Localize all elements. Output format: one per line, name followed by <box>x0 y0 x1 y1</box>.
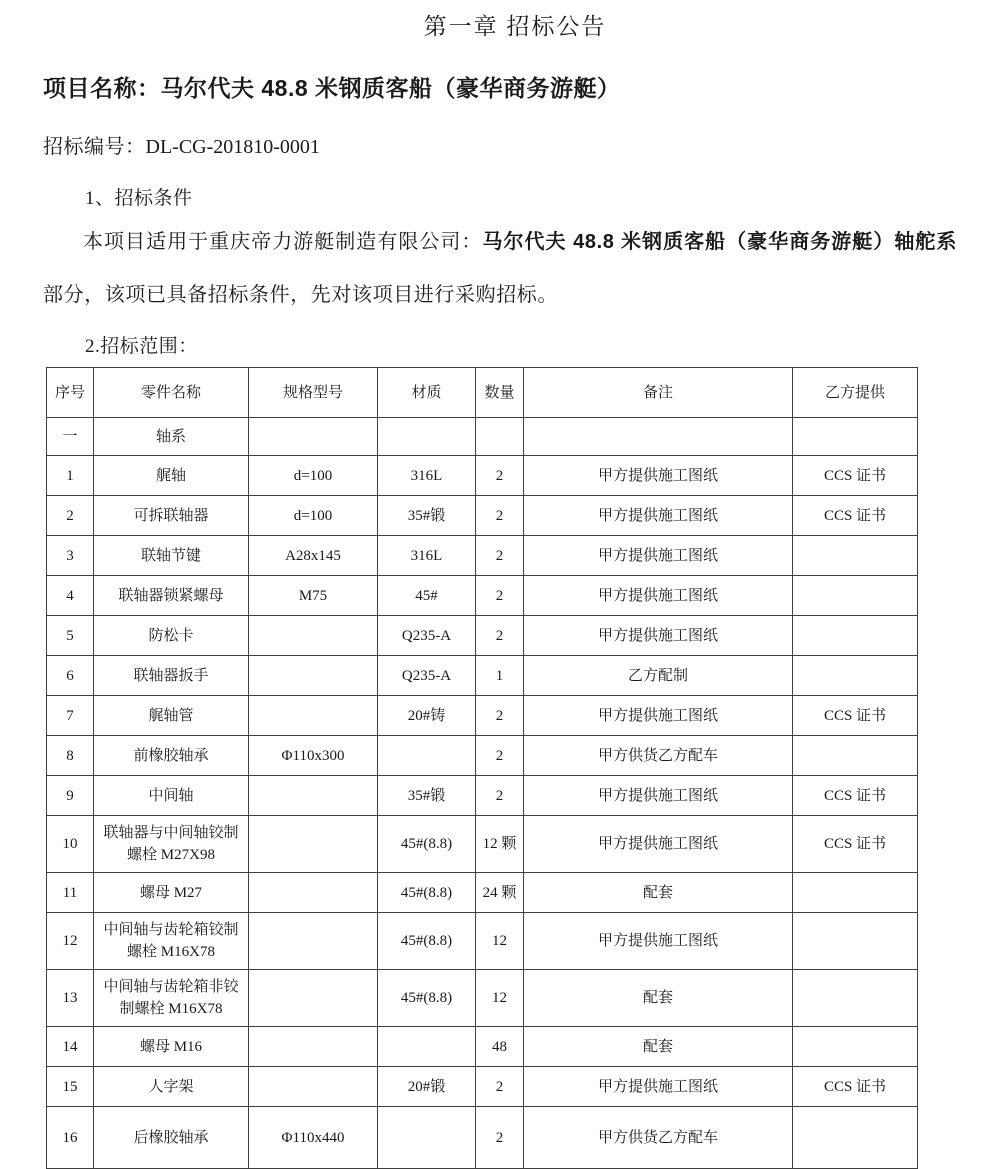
table-row <box>47 696 918 736</box>
table-cell: 316L <box>378 456 476 496</box>
table-cell: 甲方提供施工图纸 <box>524 456 793 496</box>
table-cell: 1 <box>47 456 94 496</box>
table-cell <box>249 418 378 456</box>
table-cell: 螺母 M16 <box>94 1027 249 1067</box>
table-cell: 12 <box>476 970 524 1027</box>
table-cell <box>793 656 918 696</box>
table-cell: 甲方提供施工图纸 <box>524 616 793 656</box>
table-cell: 35#锻 <box>378 776 476 816</box>
table-row <box>47 913 918 970</box>
table-cell <box>249 816 378 873</box>
table-cell: 配套 <box>524 970 793 1027</box>
table-cell: 甲方提供施工图纸 <box>524 496 793 536</box>
table-cell <box>249 616 378 656</box>
bid-number-label: 招标编号： <box>43 136 146 158</box>
table-cell: Φ110x300 <box>249 736 378 776</box>
table-cell: 4 <box>47 576 94 616</box>
table-cell: 45# <box>378 576 476 616</box>
table-cell: 45#(8.8) <box>378 873 476 913</box>
table-cell: 2 <box>476 456 524 496</box>
table-cell: 20#铸 <box>378 696 476 736</box>
table-cell: 甲方提供施工图纸 <box>524 816 793 873</box>
section-2-heading: 2.招标范围： <box>85 336 198 357</box>
table-cell <box>249 656 378 696</box>
table-cell: 联轴器扳手 <box>94 656 249 696</box>
table-cell: 2 <box>476 1107 524 1169</box>
column-header: 零件名称 <box>94 368 249 418</box>
table-row <box>47 1027 918 1067</box>
table-cell: 可拆联轴器 <box>94 496 249 536</box>
table-cell <box>378 418 476 456</box>
column-header: 序号 <box>47 368 94 418</box>
table-cell: A28x145 <box>249 536 378 576</box>
table-cell: 防松卡 <box>94 616 249 656</box>
table-cell <box>249 873 378 913</box>
chapter-title: 第一章 招标公告 <box>423 14 607 39</box>
table-cell: 联轴节键 <box>94 536 249 576</box>
table-row <box>47 736 918 776</box>
table-cell: 14 <box>47 1027 94 1067</box>
table-cell: CCS 证书 <box>793 456 918 496</box>
table-row <box>47 816 918 873</box>
paragraph-lead: 本项目适用于重庆帝力游艇制造有限公司： <box>83 231 483 253</box>
table-cell: 配套 <box>524 1027 793 1067</box>
table-cell: 24 颗 <box>476 873 524 913</box>
table-cell: 8 <box>47 736 94 776</box>
table-cell: Q235-A <box>378 616 476 656</box>
section-1-heading: 1、招标条件 <box>85 188 193 209</box>
table-cell <box>378 1107 476 1169</box>
column-header: 材质 <box>378 368 476 418</box>
table-cell: 2 <box>476 616 524 656</box>
table-row <box>47 616 918 656</box>
table-cell: 甲方提供施工图纸 <box>524 776 793 816</box>
table-cell <box>793 913 918 970</box>
table-cell: 一 <box>47 418 94 456</box>
table-row <box>47 496 918 536</box>
tender-conditions-paragraph <box>43 216 957 322</box>
table-cell: 轴系 <box>94 418 249 456</box>
table-cell <box>476 418 524 456</box>
table-cell: 2 <box>47 496 94 536</box>
table-cell <box>249 913 378 970</box>
table-cell: 35#锻 <box>378 496 476 536</box>
table-cell <box>793 1107 918 1169</box>
table-header-row <box>47 368 918 418</box>
table-cell: 中间轴 <box>94 776 249 816</box>
table-row <box>47 1107 918 1169</box>
table-cell: 12 <box>47 913 94 970</box>
table-cell <box>378 736 476 776</box>
table-cell: 2 <box>476 696 524 736</box>
table-cell: 螺母 M27 <box>94 873 249 913</box>
table-cell <box>793 536 918 576</box>
table-cell: 2 <box>476 776 524 816</box>
table-cell: 甲方提供施工图纸 <box>524 576 793 616</box>
table-cell: 甲方提供施工图纸 <box>524 536 793 576</box>
column-header: 数量 <box>476 368 524 418</box>
table-cell <box>249 1027 378 1067</box>
project-title: 项目名称：马尔代夫 48.8 米钢质客船（豪华商务游艇） <box>43 75 621 101</box>
table-cell: 45#(8.8) <box>378 816 476 873</box>
table-cell: 联轴器与中间轴铰制螺栓 M27X98 <box>94 816 249 873</box>
table-row <box>47 536 918 576</box>
table-cell: 2 <box>476 1067 524 1107</box>
table-cell <box>249 970 378 1027</box>
table-cell: 6 <box>47 656 94 696</box>
table-cell <box>793 873 918 913</box>
table-cell <box>524 418 793 456</box>
table-cell: 9 <box>47 776 94 816</box>
table-cell: 甲方提供施工图纸 <box>524 913 793 970</box>
column-header: 规格型号 <box>249 368 378 418</box>
table-cell: 2 <box>476 536 524 576</box>
table-cell: 48 <box>476 1027 524 1067</box>
bid-number-value: DL-CG-201810-0001 <box>145 136 320 158</box>
table-cell: 45#(8.8) <box>378 970 476 1027</box>
paragraph-tail: 部分，该项已具备招标条件，先对该项目进行采购招标。 <box>43 284 558 306</box>
table-cell <box>378 1027 476 1067</box>
table-row <box>47 776 918 816</box>
table-cell: 13 <box>47 970 94 1027</box>
table-cell: d=100 <box>249 456 378 496</box>
table-cell <box>793 616 918 656</box>
table-cell <box>793 1027 918 1067</box>
table-cell: 中间轴与齿轮箱铰制螺栓 M16X78 <box>94 913 249 970</box>
table-cell <box>793 736 918 776</box>
table-row <box>47 873 918 913</box>
table-cell: 2 <box>476 496 524 536</box>
table-cell: Φ110x440 <box>249 1107 378 1169</box>
table-cell: d=100 <box>249 496 378 536</box>
table-row <box>47 1067 918 1107</box>
table-cell: M75 <box>249 576 378 616</box>
paragraph-emphasis: 马尔代夫 48.8 米钢质客船（豪华商务游艇）轴舵系 <box>482 231 957 253</box>
table-cell <box>249 696 378 736</box>
table-cell: 甲方提供施工图纸 <box>524 1067 793 1107</box>
table-cell: 7 <box>47 696 94 736</box>
table-cell: 11 <box>47 873 94 913</box>
bid-number-line <box>43 130 957 159</box>
table-row <box>47 418 918 456</box>
table-cell: CCS 证书 <box>793 776 918 816</box>
table-cell: 2 <box>476 576 524 616</box>
column-header: 乙方提供 <box>793 368 918 418</box>
table-cell: 1 <box>476 656 524 696</box>
table-cell: 前橡胶轴承 <box>94 736 249 776</box>
table-cell: 艉轴管 <box>94 696 249 736</box>
table-cell: Q235-A <box>378 656 476 696</box>
table-cell: 乙方配制 <box>524 656 793 696</box>
table-cell: 联轴器锁紧螺母 <box>94 576 249 616</box>
table-cell <box>793 970 918 1027</box>
table-cell: CCS 证书 <box>793 696 918 736</box>
table-row <box>47 970 918 1027</box>
table-row <box>47 656 918 696</box>
table-cell: 20#锻 <box>378 1067 476 1107</box>
table-cell: 人字架 <box>94 1067 249 1107</box>
table-cell: 甲方供货乙方配车 <box>524 736 793 776</box>
table-cell: CCS 证书 <box>793 496 918 536</box>
table-cell: 配套 <box>524 873 793 913</box>
table-cell: 艉轴 <box>94 456 249 496</box>
table-cell: 10 <box>47 816 94 873</box>
table-cell <box>793 576 918 616</box>
column-header: 备注 <box>524 368 793 418</box>
table-cell: 12 颗 <box>476 816 524 873</box>
table-cell: 后橡胶轴承 <box>94 1107 249 1169</box>
table-cell: 甲方提供施工图纸 <box>524 696 793 736</box>
table-cell: 甲方供货乙方配车 <box>524 1107 793 1169</box>
table-cell: CCS 证书 <box>793 816 918 873</box>
tender-scope-table <box>46 367 918 1169</box>
table-cell <box>249 1067 378 1107</box>
table-cell: 2 <box>476 736 524 776</box>
table-cell <box>249 776 378 816</box>
table-cell: 16 <box>47 1107 94 1169</box>
table-cell: 5 <box>47 616 94 656</box>
table-cell: 316L <box>378 536 476 576</box>
table-cell <box>793 418 918 456</box>
table-body <box>47 418 918 1169</box>
table-cell: 3 <box>47 536 94 576</box>
table-cell: 中间轴与齿轮箱非铰制螺栓 M16X78 <box>94 970 249 1027</box>
table-cell: 45#(8.8) <box>378 913 476 970</box>
table-cell: 12 <box>476 913 524 970</box>
table-cell: CCS 证书 <box>793 1067 918 1107</box>
table-row <box>47 576 918 616</box>
table-row <box>47 456 918 496</box>
table-cell: 15 <box>47 1067 94 1107</box>
